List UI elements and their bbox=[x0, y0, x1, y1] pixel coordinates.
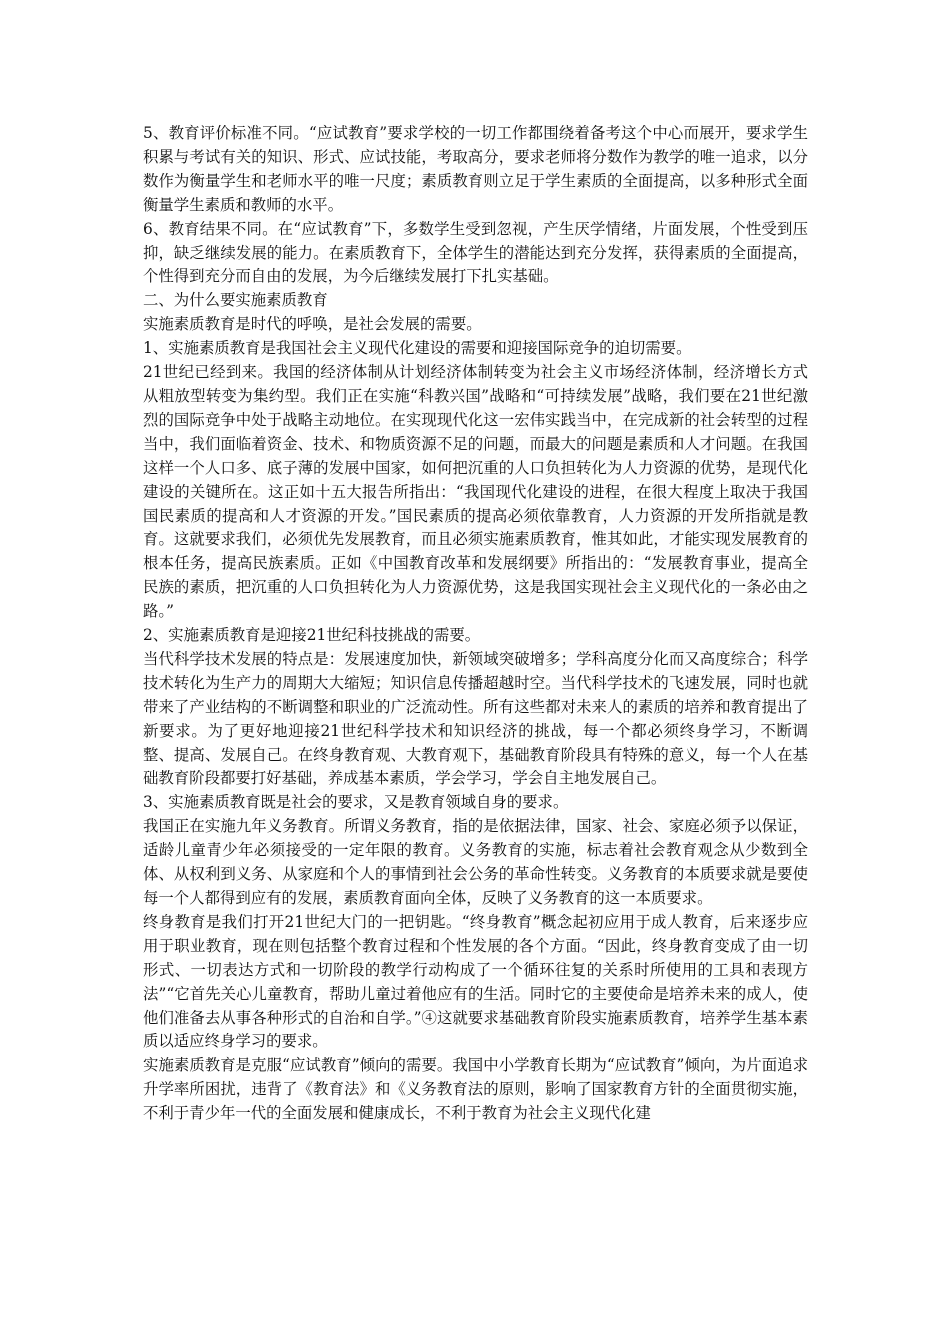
paragraph-intro: 实施素质教育是时代的呼唤，是社会发展的需要。 bbox=[143, 315, 482, 334]
point-2-heading: 2、实施素质教育是迎接21世纪科技挑战的需要。 bbox=[143, 626, 481, 645]
section-heading-why: 二、为什么要实施素质教育 bbox=[143, 291, 328, 310]
point-1-body: 21世纪已经到来。我国的经济体制从计划经济体制转变为社会主义市场经济体制，经济增长方式从粗放型转变为集约型。我们正在实施“科教兴国”战略和“可持续发展”战略，我们要在21世纪激烈的国际竞争中处于战略主动地位。在实现现代化这一宏伟实践当中，在完成新的社会转型的过程当中，我们面临着资金、技术、和物质资源不足的问题，而最大的问题是素质和人才问题。在我国这样一个人口多、底子薄的发展中国家，如何把沉重的人口负担转化为人力资源的优势，是现代化建设的关键所在。这正如十五大报告所指出：“我国现代化建设的进程，在很大程度上取决于我国国民素质的提高和人才资源的开发。”国民素质的提高必须依靠教育，人力资源的开发所指就是教育。这就要求我们，必须优先发展教育，而且必须实施素质教育，惟其如此，才能实现发展教育的根本任务，提高民族素质。正如《中国教育改革和发展纲要》所指出的：“发展教育事业，提高全民族的素质，把沉重的人口负担转化为人力资源优势，这是我国实现社会主义现代化的一条必由之路。” bbox=[143, 363, 808, 621]
point-3-lifelong-education: 终身教育是我们打开21世纪大门的一把钥匙。“终身教育”概念起初应用于成人教育，后来逐步应用于职业教育，现在则包括整个教育过程和个性发展的各个方面。“因此，终身教育变成了由一切形式、一切表达方式和一切阶段的教学行动构成了一个循环往复的关系时所使用的工具和表现方法”“它首先关心儿童教育，帮助儿童过着他应有的生活。同时它的主要使命是培养未来的成人，使他们准备去从事各种形式的自治和自学。”④这就要求基础教育阶段实施素质教育，培养学生基本素质以适应终身学习的要求。 bbox=[143, 912, 808, 1051]
point-3-heading: 3、实施素质教育既是社会的要求，又是教育领域自身的要求。 bbox=[143, 793, 569, 812]
document-page bbox=[143, 122, 808, 1126]
point-3-compulsory-education: 我国正在实施九年义务教育。所谓义务教育，指的是依据法律，国家、社会、家庭必须予以保证，适龄儿童青少年必须接受的一定年限的教育。义务教育的实施，标志着社会教育观念从少数到全体、从权利到义务、从家庭和个人的事情到社会公务的革命性转变。义务教育的本质要求就是要使每一个人都得到应有的发展，素质教育面向全体，反映了义务教育的这一本质要求。 bbox=[143, 817, 808, 907]
paragraph-evaluation-standard: 5、教育评价标准不同。“应试教育”要求学校的一切工作都围绕着备考这个中心而展开，要求学生积累与考试有关的知识、形式、应试技能，考取高分，要求老师将分数作为教学的唯一追求，以分数作为衡量学生和老师水平的唯一尺度；素质教育则立足于学生素质的全面提高，以多种形式全面衡量学生素质和教师的水平。 bbox=[143, 124, 808, 214]
point-1-heading: 1、实施素质教育是我国社会主义现代化建设的需要和迎接国际竞争的迫切需要。 bbox=[143, 339, 692, 358]
paragraph-education-result: 6、教育结果不同。在“应试教育”下，多数学生受到忽视，产生厌学情绪，片面发展，个性受到压抑，缺乏继续发展的能力。在素质教育下，全体学生的潜能达到充分发挥，获得素质的全面提高，个性得到充分而自由的发展，为今后继续发展打下扎实基础。 bbox=[143, 219, 808, 286]
point-3-exam-oriented: 实施素质教育是克服“应试教育”倾向的需要。我国中小学教育长期为“应试教育”倾向，为片面追求升学率所困扰，违背了《教育法》和《义务教育法的原则，影响了国家教育方针的全面贯彻实施，不利于青少年一代的全面发展和健康成长，不利于教育为社会主义现代化建 bbox=[143, 1056, 808, 1123]
point-2-body: 当代科学技术发展的特点是：发展速度加快，新领域突破增多；学科高度分化而又高度综合；科学技术转化为生产力的周期大大缩短；知识信息传播超越时空。当代科学技术的飞速发展，同时也就带来了产业结构的不断调整和职业的广泛流动性。所有这些都对未来人的素质的培养和教育提出了新要求。为了更好地迎接21世纪科学技术和知识经济的挑战，每一个都必须终身学习，不断调整、提高、发展自己。在终身教育观、大教育观下，基础教育阶段具有特殊的意义，每一个人在基础教育阶段都要打好基础，养成基本素质，学会学习，学会自主地发展自己。 bbox=[143, 649, 808, 788]
